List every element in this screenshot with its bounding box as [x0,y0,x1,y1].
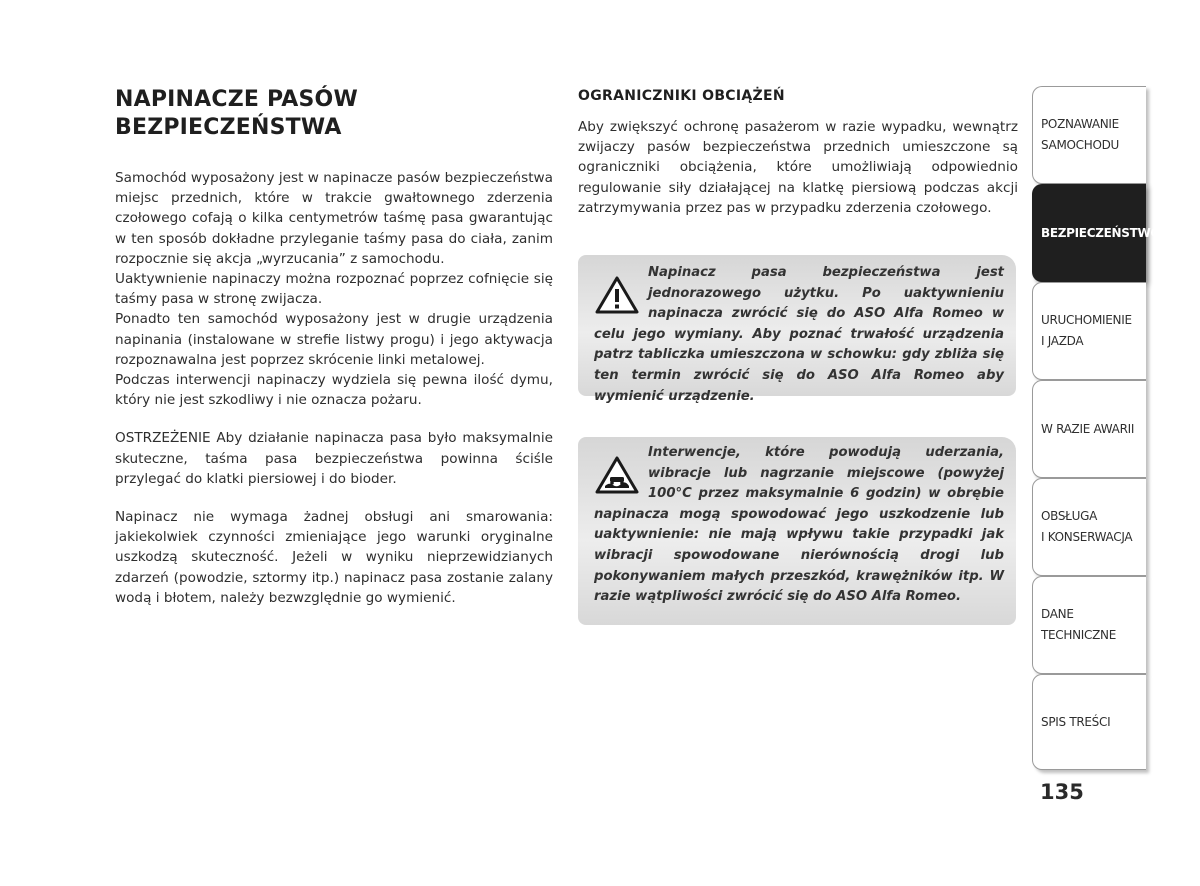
section-title [115,86,553,142]
left-column [115,86,553,608]
tab-label: TECHNICZNE [1041,628,1116,642]
paragraph-2: Uaktywnienie napinaczy można rozpoznać poprzez cofnięcie się taśmy pasa w stronę zwijacza. [115,271,553,308]
section-title-line2: BEZPIECZEŃSTWA [115,115,342,140]
tab-uruchomienie-i-jazda[interactable] [1032,282,1146,380]
section-title-line1: NAPINACZE PASÓW [115,87,358,112]
tab-label: URUCHOMIENIE [1041,313,1132,327]
tab-label: POZNAWANIE [1041,117,1119,131]
subsection-title: OGRANICZNIKI OBCIĄŻEŃ [578,88,785,104]
tab-label: BEZPIECZEŃSTWO [1041,225,1161,240]
tab-label: DANE [1041,607,1074,621]
tab-label: W RAZIE AWARII [1041,421,1135,436]
tab-obsluga-i-konserwacja[interactable] [1032,478,1146,576]
tab-label: OBSŁUGA [1041,509,1098,523]
paragraph-warning-note: OSTRZEŻENIE Aby działanie napinacza pasa było maksymalnie skuteczne, taśma pasa bezpieczeństwa powinna ściśle przylegać do klatki piersiowej i do bioder. [115,430,553,487]
paragraph-maintenance: Napinacz nie wymaga żadnej obsługi ani smarowania: jakiekolwiek czynności zmieniające jego warunki oryginalne uszkodzą skuteczność. Jeżeli w wyniku nieprzewidzianych zdarzeń (powodzie, sztormy itp.) napinacz pasa zostanie zalany wodą i błotem, należy bezwzględnie go wymienić. [115,509,553,606]
tab-label: I JAZDA [1041,334,1084,348]
paragraph-1: Samochód wyposażony jest w napinacze pasów bezpieczeństwa miejsc przednich, które w trakcie gwałtownego zderzenia czołowego cofają o kilka centymetrów taśmę pasa gwarantując w ten sposób dokładne przyleganie taśmy pasa do ciała, zanim rozpocznie się akcja „wyrzucania” z samochodu. [115,170,553,267]
rough-road-warning-icon [594,455,640,495]
chapter-tabs [1032,86,1161,771]
page-number: 135 [1040,780,1084,804]
tab-dane-techniczne[interactable] [1032,576,1146,674]
tab-bezpieczenstwo[interactable] [1032,184,1161,282]
load-limiter-paragraph: Aby zwiększyć ochronę pasażerom w razie wypadku, wewnątrz zwijaczy pasów bezpieczeństwa przednich umieszczone są ograniczniki obciążenia, które umożliwiają odpowiednio regulowanie siły działającej na klatkę piersiową podczas akcji zatrzymywania przez pas w przypadku zderzenia czołowego. [578,119,1018,216]
tab-label: I KONSERWACJA [1041,530,1133,544]
tab-spis-tresci[interactable] [1032,674,1146,770]
warning-triangle-icon [594,275,640,315]
tab-poznawanie-samochodu[interactable] [1032,86,1146,184]
tab-label: SAMOCHODU [1041,138,1120,152]
warning-text-2: Interwencje, które powodują uderzania, wibracje lub nagrzanie miejscowe (powyżej 100°C przez maksymalnie 6 godzin) w obrębie napinacza mogą spowodować jego uszkodzenie lub uaktywnienie: nie mają wpływu takie przypadki jak wibracji spowodowane nierównością drogi lub pokonywaniem małych przeszkód, krawężników itp. W razie wątpliwości zwrócić się do ASO Alfa Romeo. [594,445,1004,605]
warning-box-1 [578,255,1016,404]
right-column [578,86,1018,218]
warning-text-1: Napinacz pasa bezpieczeństwa jest jednorazowego użytku. Po uaktywnieniu napinacza zwrócić się do ASO Alfa Romeo w celu jego wymiany. Aby poznać trwałość urządzenia patrz tabliczka umieszczona w schowku: gdy zbliża się ten termin zwrócić się do ASO Alfa Romeo aby wymienić urządzenie. [594,265,1004,404]
tab-w-razie-awarii[interactable] [1032,380,1146,478]
paragraph-4: Podczas interwencji napinaczy wydziela się pewna ilość dymu, który nie jest szkodliwy i nie oznacza pożaru. [115,372,553,409]
tab-label: SPIS TREŚCI [1041,714,1111,729]
warning-box-2 [578,437,1016,625]
paragraph-3: Ponadto ten samochód wyposażony jest w drugie urządzenia napinania (instalowane w strefie listwy progu) i jego aktywacja rozpoznawalna jest poprzez skrócenie linki metalowej. [115,311,553,368]
